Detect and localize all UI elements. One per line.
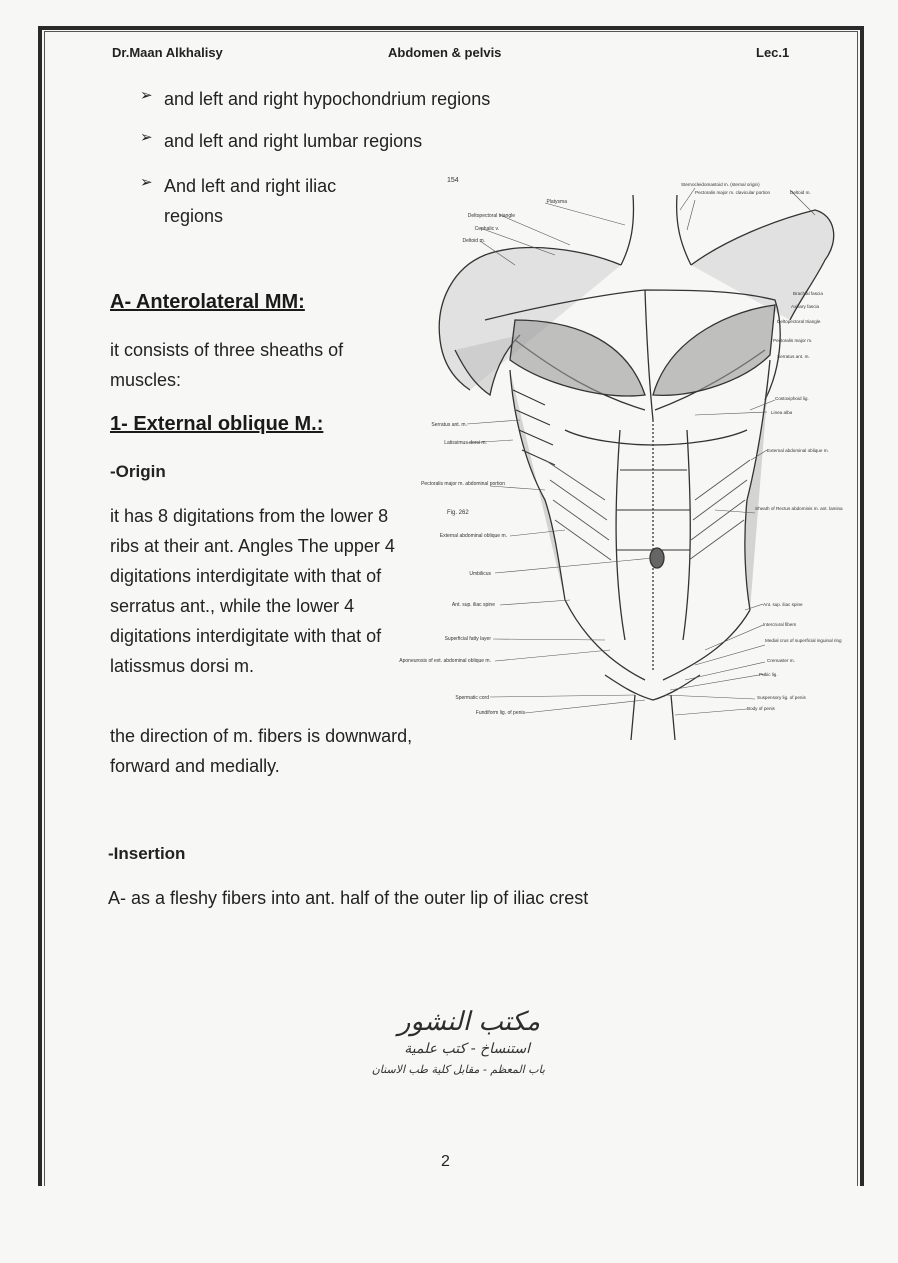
figure-label-right: Brachial fascia [793, 291, 823, 296]
figure-label-left: Spermatic cord [455, 695, 489, 701]
figure-label-right: Intercrural fibers [763, 622, 797, 627]
insertion-heading: -Insertion [108, 844, 186, 863]
figure-label-left: External abdominal oblique m. [439, 533, 507, 539]
figure-label-left: Deltoid m. [462, 238, 485, 244]
figure-label-right: Linea alba [771, 410, 793, 415]
figure-label-left: Umbilicus [469, 571, 491, 577]
figure-label-left: Cephalic v. [474, 226, 499, 232]
figure-label-right: Pubic lig. [759, 672, 778, 677]
stamp-line-2: استنساخ - كتب علمية [404, 1041, 530, 1057]
figure-label-right: Suspensory lig. of penis [757, 695, 806, 700]
stamp-line-3: باب المعظم - مقابل كلية طب الاسنان [371, 1063, 545, 1076]
header-author: Dr.Maan Alkhalisy [112, 45, 223, 60]
figure-label-left: Aponeurosis of ext. abdominal oblique m. [399, 658, 491, 664]
figure-label-right: External abdominal oblique m. [767, 448, 829, 453]
figure-label-right: Pectoralis major m. clavicular portion [695, 190, 771, 195]
figure-label-right: Axillary fascia [791, 304, 820, 309]
bullet-text: And left and right iliac regions [164, 176, 337, 226]
section-title-anterolateral: A- Anterolateral MM: [110, 291, 305, 313]
arrowhead-bullet-icon: ➢ [140, 174, 153, 191]
figure-label-left: Latissimus dorsi m. [444, 440, 487, 446]
figure-label-right: Costoxiphoid lig. [775, 396, 809, 401]
figure-label-right: Serratus ant. m. [777, 354, 810, 359]
figure-label-left: Fundiform lig. of penis [475, 710, 525, 716]
figure-label-right: Deltopectoral triangle [777, 319, 821, 324]
figure-label-left: Pectoralis major m. abdominal portion [421, 481, 505, 487]
anatomy-figure [395, 170, 855, 745]
bullet-iliac [140, 171, 410, 231]
figure-label-right: Pectoralis major m. [773, 338, 813, 343]
figure-page-ref: 154 [447, 177, 459, 184]
header-subject: Abdomen & pelvis [388, 45, 502, 60]
library-stamp [340, 998, 570, 1088]
stamp-line-1: مكتب النشور [397, 1007, 540, 1037]
figure-label-left: Ant. sup. iliac spine [451, 602, 495, 608]
origin-text: it has 8 digitations from the lower 8 ribs at their ant. Angles The upper 4 digitations interdigitate with that of serratus ant., while the lower 4 digitations interdigitate with that of latissmus dorsi m. [110, 506, 395, 676]
figure-label-left: Platysma [546, 199, 567, 205]
figure-label-right: Deltoid m. [790, 190, 811, 195]
figure-label-right: Body of penis [747, 706, 775, 711]
figure-label-left: Superficial fatty layer [444, 636, 491, 642]
direction-text: the direction of m. fibers is downward, forward and medially. [110, 726, 413, 776]
header-lecture: Lec.1 [756, 45, 790, 60]
origin-heading: -Origin [110, 462, 166, 481]
page-number: 2 [441, 1153, 450, 1170]
section-title-external-oblique: 1- External oblique M.: [110, 413, 324, 435]
anterolateral-text: it consists of three sheaths of muscles: [110, 340, 344, 390]
arrowhead-bullet-icon: ➢ [140, 87, 153, 104]
figure-label-right: Sternocleidomastoid m. (sternal origin) [681, 182, 760, 187]
figure-label-left: Deltopectoral triangle [467, 213, 515, 219]
bullet-text: and left and right hypochondrium regions [164, 89, 491, 109]
bullet-lumbar [140, 126, 422, 156]
figure-label: Fig. 262 [447, 510, 469, 516]
figure-label-right: Ant. sup. iliac spine [763, 602, 803, 607]
bullet-text: and left and right lumbar regions [164, 131, 423, 151]
insertion-text: A- as a fleshy fibers into ant. half of the outer lip of iliac crest [108, 888, 589, 908]
arrowhead-bullet-icon: ➢ [140, 129, 153, 146]
figure-label-right: Sheath of Rectus abdominis m. ant. lamina [755, 506, 843, 511]
figure-label-right: Medial crus of superficial inguinal ring [765, 638, 842, 643]
bullet-hypochondrium [140, 84, 490, 114]
figure-label-left: Serratus ant. m. [431, 422, 467, 428]
figure-label-right: Cremaster m. [767, 658, 795, 663]
